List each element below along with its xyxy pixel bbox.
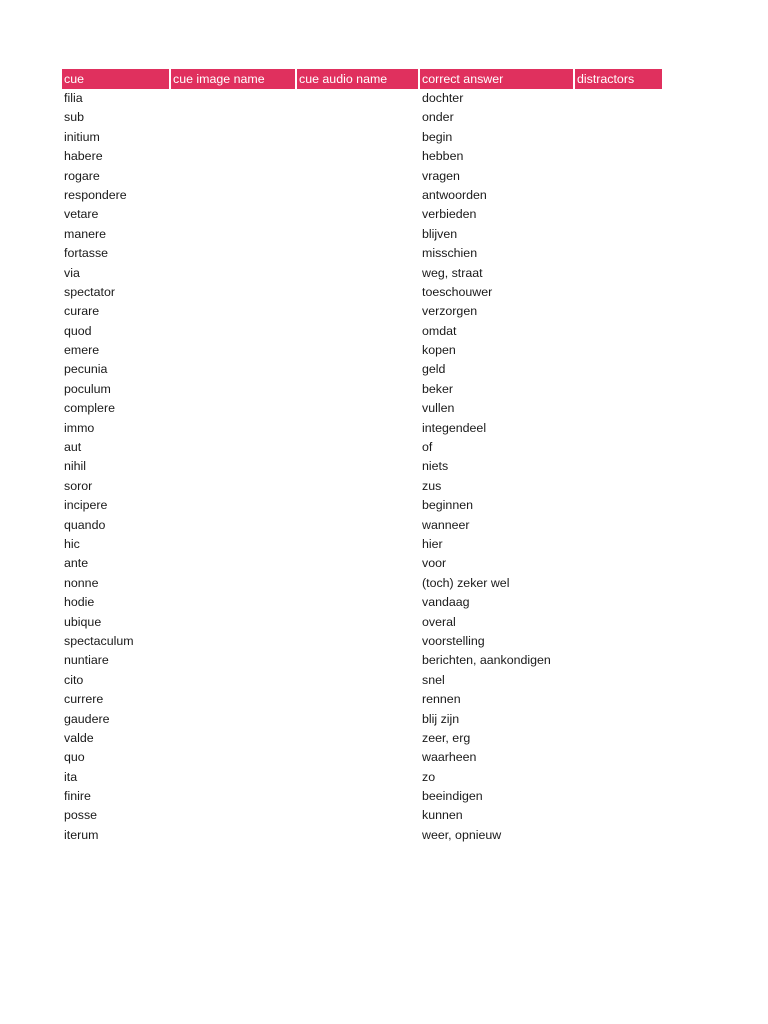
- cue-audio-name-cell: [297, 186, 420, 205]
- cue-cell: valde: [64, 730, 94, 745]
- cue-image-name-cell: [171, 690, 297, 709]
- cue-cell: curare: [64, 304, 100, 319]
- correct-answer-cell: omdat: [422, 323, 457, 338]
- distractors-cell: [575, 128, 662, 147]
- correct-answer-cell: vragen: [422, 168, 460, 183]
- cue-audio-name-cell: [297, 806, 420, 825]
- cue-image-name-cell: [171, 225, 297, 244]
- correct-answer-cell: toeschouwer: [422, 284, 493, 299]
- cue-image-name-cell: [171, 457, 297, 476]
- table-row: [62, 167, 662, 186]
- cue-audio-name-cell: [297, 690, 420, 709]
- table-row: [62, 264, 662, 283]
- cue-audio-name-cell: [297, 768, 420, 787]
- cue-cell: nuntiare: [64, 653, 109, 668]
- table-row: [62, 89, 662, 108]
- cue-cell: filia: [64, 91, 83, 105]
- correct-answer-cell: rennen: [422, 692, 461, 707]
- header-distractors: distractors: [575, 69, 662, 89]
- cue-audio-name-cell: [297, 554, 420, 573]
- cue-cell: nihil: [64, 459, 87, 474]
- table-row: [62, 302, 662, 321]
- cue-image-name-cell: [171, 496, 297, 515]
- cue-image-name-cell: [171, 516, 297, 535]
- correct-answer-cell: begin: [422, 129, 453, 144]
- cue-audio-name-cell: [297, 748, 420, 767]
- header-cue: cue: [62, 69, 171, 89]
- cue-audio-name-cell: [297, 322, 420, 341]
- cue-cell: nonne: [64, 575, 99, 590]
- correct-answer-cell: integendeel: [422, 420, 487, 435]
- correct-answer-cell: zo: [422, 769, 436, 784]
- table-row: [62, 128, 662, 147]
- distractors-cell: [575, 651, 662, 670]
- table-row: [62, 205, 662, 224]
- table-row: [62, 457, 662, 476]
- cue-cell: spectator: [64, 284, 115, 299]
- table-row: [62, 748, 662, 767]
- cue-image-name-cell: [171, 108, 297, 127]
- cue-audio-name-cell: [297, 341, 420, 360]
- table-row: [62, 554, 662, 573]
- distractors-cell: [575, 186, 662, 205]
- correct-answer-cell: zus: [422, 478, 442, 493]
- correct-answer-cell: snel: [422, 672, 445, 687]
- cue-cell: ita: [64, 769, 78, 784]
- distractors-cell: [575, 380, 662, 399]
- table-row: [62, 574, 662, 593]
- table-row: [62, 690, 662, 709]
- table-row: [62, 729, 662, 748]
- cue-image-name-cell: [171, 826, 297, 845]
- cue-cell: via: [64, 265, 80, 280]
- cue-audio-name-cell: [297, 593, 420, 612]
- cue-cell: pecunia: [64, 362, 108, 377]
- cue-audio-name-cell: [297, 632, 420, 651]
- cue-audio-name-cell: [297, 302, 420, 321]
- cue-cell: hodie: [64, 595, 95, 610]
- cue-image-name-cell: [171, 341, 297, 360]
- cue-cell: poculum: [64, 381, 111, 396]
- cue-audio-name-cell: [297, 710, 420, 729]
- cue-image-name-cell: [171, 128, 297, 147]
- cue-audio-name-cell: [297, 613, 420, 632]
- table-row: [62, 535, 662, 554]
- distractors-cell: [575, 574, 662, 593]
- cue-cell: complere: [64, 401, 115, 416]
- correct-answer-cell: overal: [422, 614, 456, 629]
- distractors-cell: [575, 419, 662, 438]
- table-row: [62, 322, 662, 341]
- table-row: [62, 632, 662, 651]
- table-row: [62, 826, 662, 845]
- cue-audio-name-cell: [297, 671, 420, 690]
- cue-cell: habere: [64, 149, 103, 164]
- cue-audio-name-cell: [297, 419, 420, 438]
- distractors-cell: [575, 244, 662, 263]
- cue-image-name-cell: [171, 244, 297, 263]
- cue-image-name-cell: [171, 554, 297, 573]
- cue-audio-name-cell: [297, 574, 420, 593]
- cue-audio-name-cell: [297, 360, 420, 379]
- cue-cell: ubique: [64, 614, 102, 629]
- cue-image-name-cell: [171, 593, 297, 612]
- cue-cell: cito: [64, 672, 84, 687]
- distractors-cell: [575, 341, 662, 360]
- cue-image-name-cell: [171, 806, 297, 825]
- table-row: [62, 186, 662, 205]
- cue-image-name-cell: [171, 710, 297, 729]
- cue-image-name-cell: [171, 613, 297, 632]
- table-row: [62, 360, 662, 379]
- cue-image-name-cell: [171, 283, 297, 302]
- cue-image-name-cell: [171, 380, 297, 399]
- distractors-cell: [575, 108, 662, 127]
- cue-cell: emere: [64, 343, 100, 358]
- table-row: [62, 283, 662, 302]
- cue-image-name-cell: [171, 322, 297, 341]
- cue-cell: quod: [64, 323, 92, 338]
- cue-audio-name-cell: [297, 225, 420, 244]
- cue-audio-name-cell: [297, 147, 420, 166]
- correct-answer-cell: antwoorden: [422, 187, 487, 202]
- table-body: [62, 89, 662, 845]
- correct-answer-cell: hier: [422, 536, 443, 551]
- correct-answer-cell: (toch) zeker wel: [422, 575, 510, 590]
- correct-answer-cell: verzorgen: [422, 304, 478, 319]
- table-row: [62, 380, 662, 399]
- cue-cell: quo: [64, 750, 85, 765]
- correct-answer-cell: wanneer: [422, 517, 470, 532]
- cue-image-name-cell: [171, 651, 297, 670]
- table-row: [62, 341, 662, 360]
- distractors-cell: [575, 535, 662, 554]
- cue-image-name-cell: [171, 574, 297, 593]
- correct-answer-cell: blijven: [422, 226, 458, 241]
- cue-image-name-cell: [171, 360, 297, 379]
- table-row: [62, 438, 662, 457]
- cue-image-name-cell: [171, 147, 297, 166]
- correct-answer-cell: verbieden: [422, 207, 477, 222]
- cue-cell: respondere: [64, 187, 127, 202]
- table-row: [62, 671, 662, 690]
- cue-image-name-cell: [171, 205, 297, 224]
- cue-cell: finire: [64, 789, 91, 804]
- distractors-cell: [575, 147, 662, 166]
- table-row: [62, 651, 662, 670]
- table-row: [62, 419, 662, 438]
- cue-cell: soror: [64, 478, 93, 493]
- cue-image-name-cell: [171, 167, 297, 186]
- distractors-cell: [575, 167, 662, 186]
- cue-image-name-cell: [171, 535, 297, 554]
- cue-image-name-cell: [171, 438, 297, 457]
- cue-image-name-cell: [171, 302, 297, 321]
- table-row: [62, 787, 662, 806]
- distractors-cell: [575, 225, 662, 244]
- distractors-cell: [575, 516, 662, 535]
- distractors-cell: [575, 283, 662, 302]
- table-row: [62, 516, 662, 535]
- distractors-cell: [575, 554, 662, 573]
- distractors-cell: [575, 438, 662, 457]
- distractors-cell: [575, 477, 662, 496]
- cue-image-name-cell: [171, 399, 297, 418]
- cue-audio-name-cell: [297, 108, 420, 127]
- distractors-cell: [575, 613, 662, 632]
- correct-answer-cell: hebben: [422, 149, 464, 164]
- cue-audio-name-cell: [297, 89, 420, 108]
- correct-answer-cell: niets: [422, 459, 449, 474]
- cue-cell: initium: [64, 129, 100, 144]
- cue-audio-name-cell: [297, 496, 420, 515]
- correct-answer-cell: weer, opnieuw: [422, 827, 502, 842]
- cue-image-name-cell: [171, 89, 297, 108]
- cue-cell: rogare: [64, 168, 100, 183]
- distractors-cell: [575, 496, 662, 515]
- cue-cell: vetare: [64, 207, 99, 222]
- cue-cell: posse: [64, 808, 98, 823]
- cue-audio-name-cell: [297, 128, 420, 147]
- cue-image-name-cell: [171, 419, 297, 438]
- correct-answer-cell: voorstelling: [422, 633, 485, 648]
- distractors-cell: [575, 264, 662, 283]
- cue-image-name-cell: [171, 632, 297, 651]
- correct-answer-cell: misschien: [422, 246, 478, 261]
- correct-answer-cell: onder: [422, 110, 454, 125]
- cue-cell: iterum: [64, 827, 99, 842]
- distractors-cell: [575, 710, 662, 729]
- distractors-cell: [575, 457, 662, 476]
- distractors-cell: [575, 632, 662, 651]
- table-row: [62, 496, 662, 515]
- correct-answer-cell: vandaag: [422, 595, 470, 610]
- cue-cell: manere: [64, 226, 107, 241]
- cue-audio-name-cell: [297, 438, 420, 457]
- distractors-cell: [575, 690, 662, 709]
- cue-cell: quando: [64, 517, 106, 532]
- distractors-cell: [575, 205, 662, 224]
- distractors-cell: [575, 360, 662, 379]
- correct-answer-cell: weg, straat: [422, 265, 483, 280]
- cue-cell: fortasse: [64, 246, 109, 261]
- distractors-cell: [575, 768, 662, 787]
- table-row: [62, 593, 662, 612]
- distractors-cell: [575, 89, 662, 108]
- cue-audio-name-cell: [297, 516, 420, 535]
- cue-cell: hic: [64, 536, 80, 551]
- distractors-cell: [575, 593, 662, 612]
- header-row: [62, 69, 662, 89]
- correct-answer-cell: voor: [422, 556, 447, 571]
- table-row: [62, 225, 662, 244]
- cue-audio-name-cell: [297, 651, 420, 670]
- distractors-cell: [575, 806, 662, 825]
- cue-audio-name-cell: [297, 729, 420, 748]
- correct-answer-cell: zeer, erg: [422, 730, 471, 745]
- correct-answer-cell: vullen: [422, 401, 455, 416]
- cue-audio-name-cell: [297, 167, 420, 186]
- correct-answer-cell: berichten, aankondigen: [422, 653, 551, 668]
- cue-cell: currere: [64, 692, 104, 707]
- cue-audio-name-cell: [297, 283, 420, 302]
- cue-cell: sub: [64, 110, 84, 125]
- table-row: [62, 477, 662, 496]
- cue-audio-name-cell: [297, 380, 420, 399]
- cue-image-name-cell: [171, 671, 297, 690]
- correct-answer-cell: dochter: [422, 91, 464, 105]
- distractors-cell: [575, 671, 662, 690]
- correct-answer-cell: waarheen: [422, 750, 477, 765]
- distractors-cell: [575, 729, 662, 748]
- correct-answer-cell: of: [422, 440, 433, 455]
- cue-audio-name-cell: [297, 535, 420, 554]
- distractors-cell: [575, 322, 662, 341]
- cue-image-name-cell: [171, 477, 297, 496]
- cue-audio-name-cell: [297, 264, 420, 283]
- distractors-cell: [575, 787, 662, 806]
- cue-image-name-cell: [171, 729, 297, 748]
- correct-answer-cell: kopen: [422, 343, 456, 358]
- correct-answer-cell: beker: [422, 381, 453, 396]
- cue-audio-name-cell: [297, 477, 420, 496]
- cue-image-name-cell: [171, 768, 297, 787]
- table-row: [62, 710, 662, 729]
- cue-cell: aut: [64, 440, 82, 455]
- distractors-cell: [575, 399, 662, 418]
- vocabulary-sheet: [62, 69, 662, 845]
- cue-audio-name-cell: [297, 205, 420, 224]
- cue-image-name-cell: [171, 186, 297, 205]
- table-row: [62, 108, 662, 127]
- cue-image-name-cell: [171, 264, 297, 283]
- cue-image-name-cell: [171, 787, 297, 806]
- cue-audio-name-cell: [297, 457, 420, 476]
- cue-audio-name-cell: [297, 787, 420, 806]
- cue-cell: immo: [64, 420, 95, 435]
- header-cue-audio-name: cue audio name: [297, 69, 420, 89]
- cue-cell: gaudere: [64, 711, 110, 726]
- correct-answer-cell: blij zijn: [422, 711, 460, 726]
- distractors-cell: [575, 302, 662, 321]
- distractors-cell: [575, 748, 662, 767]
- header-correct-answer: correct answer: [420, 69, 575, 89]
- cue-image-name-cell: [171, 748, 297, 767]
- correct-answer-cell: beginnen: [422, 498, 473, 513]
- cue-cell: ante: [64, 556, 89, 571]
- correct-answer-cell: geld: [422, 362, 446, 377]
- cue-audio-name-cell: [297, 244, 420, 263]
- cue-audio-name-cell: [297, 826, 420, 845]
- header-cue-image-name: cue image name: [171, 69, 297, 89]
- cue-cell: incipere: [64, 498, 108, 513]
- distractors-cell: [575, 826, 662, 845]
- table-row: [62, 806, 662, 825]
- table-row: [62, 147, 662, 166]
- table-row: [62, 613, 662, 632]
- table-row: [62, 768, 662, 787]
- table-row: [62, 244, 662, 263]
- correct-answer-cell: beeindigen: [422, 789, 483, 804]
- cue-cell: spectaculum: [64, 633, 134, 648]
- correct-answer-cell: kunnen: [422, 808, 463, 823]
- table-row: [62, 399, 662, 418]
- cue-audio-name-cell: [297, 399, 420, 418]
